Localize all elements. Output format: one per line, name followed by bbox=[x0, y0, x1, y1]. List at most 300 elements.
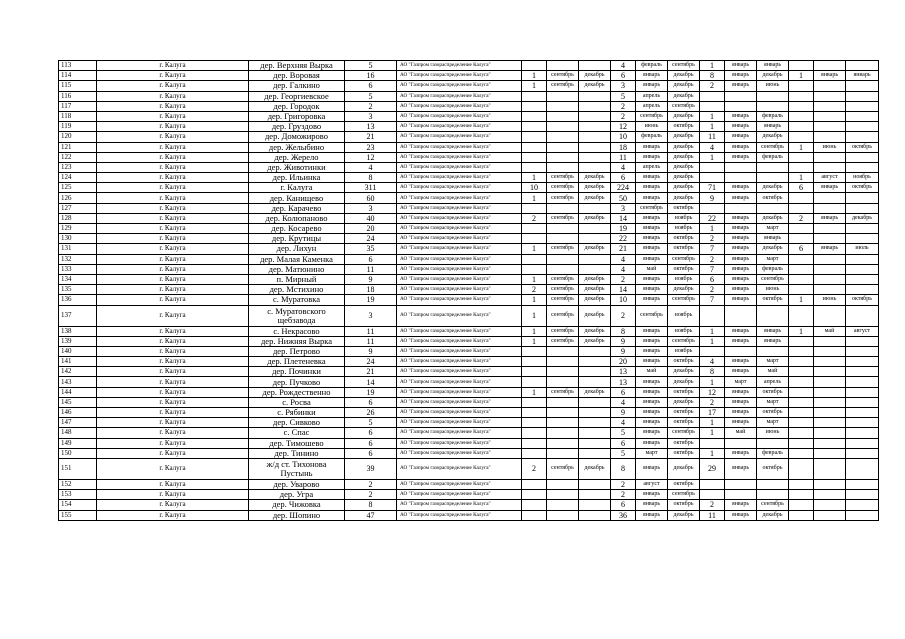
organization-cell: АО "Газпром газораспределение Калуга" bbox=[397, 234, 522, 244]
group2-end-month-cell: сентябрь bbox=[668, 61, 700, 71]
row-number-cell: 141 bbox=[59, 357, 97, 367]
organization-cell: АО "Газпром газораспределение Калуга" bbox=[397, 387, 522, 397]
row-number-cell: 143 bbox=[59, 377, 97, 387]
table-row bbox=[59, 132, 879, 142]
organization-cell: АО "Газпром газораспределение Калуга" bbox=[397, 111, 522, 121]
settlement-cell: дер. Григоровка bbox=[249, 111, 345, 121]
total-count-cell: 9 bbox=[345, 346, 397, 356]
table-body bbox=[59, 61, 879, 521]
group4-start-month-cell bbox=[814, 224, 846, 234]
group3-end-month-cell: октябрь bbox=[757, 193, 789, 203]
group3-end-month-cell: февраль bbox=[757, 111, 789, 121]
group2-start-month-cell: январь bbox=[636, 285, 668, 295]
group4-end-month-cell: июль bbox=[846, 244, 879, 254]
group4-start-month-cell bbox=[814, 305, 846, 326]
group4-qty-cell bbox=[789, 132, 814, 142]
group4-qty-cell bbox=[789, 254, 814, 264]
group3-qty-cell: 1 bbox=[700, 122, 725, 132]
group3-start-month-cell bbox=[725, 173, 757, 183]
group3-start-month-cell: январь bbox=[725, 264, 757, 274]
organization-cell: АО "Газпром газораспределение Калуга" bbox=[397, 428, 522, 438]
group2-end-month-cell: октябрь bbox=[668, 387, 700, 397]
group1-end-month-cell: декабрь bbox=[579, 336, 611, 346]
group4-end-month-cell bbox=[846, 490, 879, 500]
group1-qty-cell: 1 bbox=[522, 387, 547, 397]
group2-qty-cell: 13 bbox=[611, 377, 636, 387]
group4-start-month-cell: август bbox=[814, 173, 846, 183]
group3-qty-cell: 1 bbox=[700, 336, 725, 346]
table-row bbox=[59, 367, 879, 377]
city-cell: г. Калуга bbox=[97, 397, 249, 407]
city-cell: г. Калуга bbox=[97, 111, 249, 121]
organization-cell: АО "Газпром газораспределение Калуга" bbox=[397, 101, 522, 111]
group1-end-month-cell bbox=[579, 397, 611, 407]
group4-qty-cell bbox=[789, 479, 814, 489]
group2-qty-cell: 50 bbox=[611, 193, 636, 203]
group4-qty-cell bbox=[789, 336, 814, 346]
group3-end-month-cell bbox=[757, 490, 789, 500]
table-row bbox=[59, 101, 879, 111]
group2-start-month-cell: январь bbox=[636, 397, 668, 407]
group3-end-month-cell: март bbox=[757, 397, 789, 407]
group4-start-month-cell bbox=[814, 152, 846, 162]
row-number-cell: 114 bbox=[59, 71, 97, 81]
group1-start-month-cell bbox=[547, 428, 579, 438]
group1-start-month-cell: сентябрь bbox=[547, 274, 579, 284]
group4-start-month-cell bbox=[814, 254, 846, 264]
organization-cell: АО "Газпром газораспределение Калуга" bbox=[397, 152, 522, 162]
group4-qty-cell: 1 bbox=[789, 173, 814, 183]
group4-start-month-cell: май bbox=[814, 326, 846, 336]
city-cell: г. Калуга bbox=[97, 183, 249, 193]
total-count-cell: 39 bbox=[345, 458, 397, 479]
row-number-cell: 144 bbox=[59, 387, 97, 397]
group3-end-month-cell: декабрь bbox=[757, 71, 789, 81]
settlement-cell: дер. Шопино bbox=[249, 510, 345, 520]
group4-start-month-cell bbox=[814, 438, 846, 448]
group1-qty-cell bbox=[522, 438, 547, 448]
group4-end-month-cell bbox=[846, 285, 879, 295]
city-cell: г. Калуга bbox=[97, 173, 249, 183]
group3-qty-cell: 2 bbox=[700, 500, 725, 510]
row-number-cell: 125 bbox=[59, 183, 97, 193]
group1-end-month-cell bbox=[579, 91, 611, 101]
group3-start-month-cell bbox=[725, 305, 757, 326]
row-number-cell: 130 bbox=[59, 234, 97, 244]
table-row bbox=[59, 305, 879, 326]
group1-qty-cell bbox=[522, 479, 547, 489]
group4-qty-cell bbox=[789, 428, 814, 438]
total-count-cell: 2 bbox=[345, 490, 397, 500]
table-row bbox=[59, 162, 879, 172]
settlement-cell: дер. Плетеневка bbox=[249, 357, 345, 367]
group2-start-month-cell: январь bbox=[636, 213, 668, 223]
total-count-cell: 47 bbox=[345, 510, 397, 520]
group3-qty-cell: 2 bbox=[700, 254, 725, 264]
group1-qty-cell bbox=[522, 152, 547, 162]
group1-end-month-cell bbox=[579, 224, 611, 234]
group4-qty-cell bbox=[789, 61, 814, 71]
group4-qty-cell: 2 bbox=[789, 213, 814, 223]
group4-end-month-cell bbox=[846, 336, 879, 346]
total-count-cell: 2 bbox=[345, 479, 397, 489]
group1-end-month-cell bbox=[579, 142, 611, 152]
group1-end-month-cell: декабрь bbox=[579, 274, 611, 284]
group3-start-month-cell: январь bbox=[725, 408, 757, 418]
group4-qty-cell bbox=[789, 91, 814, 101]
group2-qty-cell: 6 bbox=[611, 71, 636, 81]
group1-end-month-cell bbox=[579, 479, 611, 489]
group1-qty-cell bbox=[522, 408, 547, 418]
group1-qty-cell bbox=[522, 122, 547, 132]
group4-qty-cell bbox=[789, 346, 814, 356]
group4-end-month-cell bbox=[846, 152, 879, 162]
group1-qty-cell: 1 bbox=[522, 305, 547, 326]
group4-end-month-cell: январь bbox=[846, 71, 879, 81]
group3-qty-cell: 2 bbox=[700, 397, 725, 407]
group1-qty-cell bbox=[522, 91, 547, 101]
organization-cell: АО "Газпром газораспределение Калуга" bbox=[397, 274, 522, 284]
table-row bbox=[59, 183, 879, 193]
total-count-cell: 3 bbox=[345, 203, 397, 213]
group2-qty-cell: 8 bbox=[611, 458, 636, 479]
group2-qty-cell: 5 bbox=[611, 91, 636, 101]
group3-start-month-cell: январь bbox=[725, 336, 757, 346]
table-row bbox=[59, 387, 879, 397]
group3-start-month-cell: январь bbox=[725, 418, 757, 428]
group2-qty-cell: 10 bbox=[611, 295, 636, 305]
organization-cell: АО "Газпром газораспределение Калуга" bbox=[397, 357, 522, 367]
group1-start-month-cell: сентябрь bbox=[547, 336, 579, 346]
city-cell: г. Калуга bbox=[97, 132, 249, 142]
row-number-cell: 135 bbox=[59, 285, 97, 295]
settlement-cell: с. Рябинки bbox=[249, 408, 345, 418]
group3-start-month-cell bbox=[725, 101, 757, 111]
group1-end-month-cell bbox=[579, 152, 611, 162]
city-cell: г. Калуга bbox=[97, 377, 249, 387]
group3-start-month-cell: март bbox=[725, 377, 757, 387]
table-row bbox=[59, 111, 879, 121]
total-count-cell: 18 bbox=[345, 285, 397, 295]
row-number-cell: 137 bbox=[59, 305, 97, 326]
group3-end-month-cell bbox=[757, 203, 789, 213]
group3-end-month-cell: декабрь bbox=[757, 213, 789, 223]
group2-qty-cell: 4 bbox=[611, 254, 636, 264]
group1-start-month-cell bbox=[547, 142, 579, 152]
group4-end-month-cell: октябрь bbox=[846, 142, 879, 152]
group2-end-month-cell: декабрь bbox=[668, 183, 700, 193]
table-row bbox=[59, 81, 879, 91]
group4-qty-cell bbox=[789, 438, 814, 448]
city-cell: г. Калуга bbox=[97, 71, 249, 81]
group3-start-month-cell bbox=[725, 203, 757, 213]
group2-start-month-cell: январь bbox=[636, 234, 668, 244]
group4-qty-cell bbox=[789, 305, 814, 326]
group1-start-month-cell bbox=[547, 122, 579, 132]
group3-end-month-cell: март bbox=[757, 224, 789, 234]
row-number-cell: 150 bbox=[59, 448, 97, 458]
group2-start-month-cell: январь bbox=[636, 428, 668, 438]
group1-start-month-cell: сентябрь bbox=[547, 326, 579, 336]
city-cell: г. Калуга bbox=[97, 418, 249, 428]
group2-end-month-cell: сентябрь bbox=[668, 254, 700, 264]
group1-end-month-cell bbox=[579, 357, 611, 367]
group1-end-month-cell: декабрь bbox=[579, 285, 611, 295]
group4-start-month-cell bbox=[814, 357, 846, 367]
settlement-cell: ж/д ст. Тихонова Пустынь bbox=[249, 458, 345, 479]
row-number-cell: 155 bbox=[59, 510, 97, 520]
group2-qty-cell: 36 bbox=[611, 510, 636, 520]
group4-start-month-cell: январь bbox=[814, 71, 846, 81]
total-count-cell: 13 bbox=[345, 122, 397, 132]
group3-start-month-cell: январь bbox=[725, 285, 757, 295]
group1-start-month-cell: сентябрь bbox=[547, 285, 579, 295]
settlement-cell: дер. Тимошево bbox=[249, 438, 345, 448]
group1-end-month-cell bbox=[579, 203, 611, 213]
group2-end-month-cell: октябрь bbox=[668, 122, 700, 132]
group2-qty-cell: 2 bbox=[611, 479, 636, 489]
city-cell: г. Калуга bbox=[97, 285, 249, 295]
group3-end-month-cell: апрель bbox=[757, 377, 789, 387]
group2-end-month-cell: декабрь bbox=[668, 510, 700, 520]
group1-start-month-cell bbox=[547, 408, 579, 418]
row-number-cell: 134 bbox=[59, 274, 97, 284]
organization-cell: АО "Газпром газораспределение Калуга" bbox=[397, 500, 522, 510]
settlement-cell: дер. Желыбино bbox=[249, 142, 345, 152]
group3-qty-cell: 7 bbox=[700, 264, 725, 274]
group1-qty-cell: 1 bbox=[522, 295, 547, 305]
group3-start-month-cell: январь bbox=[725, 510, 757, 520]
group4-qty-cell bbox=[789, 367, 814, 377]
table-row bbox=[59, 479, 879, 489]
group4-qty-cell bbox=[789, 203, 814, 213]
table-row bbox=[59, 336, 879, 346]
group2-qty-cell: 9 bbox=[611, 336, 636, 346]
organization-cell: АО "Газпром газораспределение Калуга" bbox=[397, 213, 522, 223]
group2-start-month-cell: январь bbox=[636, 295, 668, 305]
organization-cell: АО "Газпром газораспределение Калуга" bbox=[397, 91, 522, 101]
group2-end-month-cell: сентябрь bbox=[668, 336, 700, 346]
group3-qty-cell: 11 bbox=[700, 510, 725, 520]
group4-end-month-cell: декабрь bbox=[846, 213, 879, 223]
table-row bbox=[59, 326, 879, 336]
total-count-cell: 6 bbox=[345, 428, 397, 438]
city-cell: г. Калуга bbox=[97, 357, 249, 367]
total-count-cell: 4 bbox=[345, 162, 397, 172]
group3-start-month-cell: январь bbox=[725, 183, 757, 193]
group2-end-month-cell: ноябрь bbox=[668, 305, 700, 326]
group3-start-month-cell bbox=[725, 91, 757, 101]
settlement-cell: дер. Груздово bbox=[249, 122, 345, 132]
settlement-cell: п. Мирный bbox=[249, 274, 345, 284]
group2-start-month-cell: февраль bbox=[636, 61, 668, 71]
table-row bbox=[59, 490, 879, 500]
group3-end-month-cell: январь bbox=[757, 234, 789, 244]
group4-qty-cell bbox=[789, 458, 814, 479]
table-row bbox=[59, 91, 879, 101]
city-cell: г. Калуга bbox=[97, 408, 249, 418]
total-count-cell: 8 bbox=[345, 500, 397, 510]
group2-end-month-cell: декабрь bbox=[668, 81, 700, 91]
organization-cell: АО "Газпром газораспределение Калуга" bbox=[397, 479, 522, 489]
group4-qty-cell bbox=[789, 101, 814, 111]
group1-qty-cell bbox=[522, 234, 547, 244]
group4-qty-cell: 1 bbox=[789, 142, 814, 152]
settlement-cell: с. Муратовского щебзавода bbox=[249, 305, 345, 326]
city-cell: г. Калуга bbox=[97, 387, 249, 397]
group3-end-month-cell: октябрь bbox=[757, 408, 789, 418]
group3-start-month-cell: май bbox=[725, 428, 757, 438]
group3-end-month-cell: декабрь bbox=[757, 132, 789, 142]
group4-start-month-cell bbox=[814, 490, 846, 500]
group2-qty-cell: 6 bbox=[611, 387, 636, 397]
group2-end-month-cell: декабрь bbox=[668, 367, 700, 377]
group1-start-month-cell bbox=[547, 346, 579, 356]
city-cell: г. Калуга bbox=[97, 295, 249, 305]
row-number-cell: 124 bbox=[59, 173, 97, 183]
group2-qty-cell: 4 bbox=[611, 264, 636, 274]
settlement-cell: дер. Канищево bbox=[249, 193, 345, 203]
table-row bbox=[59, 274, 879, 284]
group4-end-month-cell bbox=[846, 510, 879, 520]
group3-start-month-cell: январь bbox=[725, 244, 757, 254]
group1-qty-cell bbox=[522, 377, 547, 387]
group2-end-month-cell: сентябрь bbox=[668, 490, 700, 500]
group2-end-month-cell: октябрь bbox=[668, 203, 700, 213]
group4-end-month-cell bbox=[846, 387, 879, 397]
group1-qty-cell: 1 bbox=[522, 244, 547, 254]
group3-start-month-cell: январь bbox=[725, 71, 757, 81]
group1-start-month-cell bbox=[547, 132, 579, 142]
city-cell: г. Калуга bbox=[97, 500, 249, 510]
group2-start-month-cell: январь bbox=[636, 357, 668, 367]
group2-qty-cell: 8 bbox=[611, 326, 636, 336]
group2-start-month-cell: январь bbox=[636, 254, 668, 264]
group2-qty-cell: 22 bbox=[611, 234, 636, 244]
total-count-cell: 11 bbox=[345, 336, 397, 346]
group4-start-month-cell bbox=[814, 132, 846, 142]
group1-end-month-cell bbox=[579, 122, 611, 132]
group1-qty-cell bbox=[522, 397, 547, 407]
group2-end-month-cell: октябрь bbox=[668, 448, 700, 458]
group2-end-month-cell: ноябрь bbox=[668, 213, 700, 223]
group4-end-month-cell bbox=[846, 305, 879, 326]
group4-end-month-cell bbox=[846, 418, 879, 428]
group4-start-month-cell bbox=[814, 101, 846, 111]
table-row bbox=[59, 397, 879, 407]
group4-end-month-cell bbox=[846, 264, 879, 274]
row-number-cell: 138 bbox=[59, 326, 97, 336]
table-row bbox=[59, 510, 879, 520]
total-count-cell: 9 bbox=[345, 274, 397, 284]
group4-end-month-cell bbox=[846, 357, 879, 367]
settlement-cell: дер. Тинино bbox=[249, 448, 345, 458]
group1-start-month-cell bbox=[547, 101, 579, 111]
group2-start-month-cell: сентябрь bbox=[636, 203, 668, 213]
group3-end-month-cell bbox=[757, 162, 789, 172]
table-row bbox=[59, 122, 879, 132]
group2-start-month-cell: январь bbox=[636, 244, 668, 254]
group2-start-month-cell: январь bbox=[636, 173, 668, 183]
group1-qty-cell: 1 bbox=[522, 326, 547, 336]
row-number-cell: 129 bbox=[59, 224, 97, 234]
group3-end-month-cell bbox=[757, 101, 789, 111]
organization-cell: АО "Газпром газораспределение Калуга" bbox=[397, 305, 522, 326]
row-number-cell: 127 bbox=[59, 203, 97, 213]
group2-end-month-cell: декабрь bbox=[668, 111, 700, 121]
group2-end-month-cell: октябрь bbox=[668, 418, 700, 428]
group3-start-month-cell: январь bbox=[725, 61, 757, 71]
group3-qty-cell: 71 bbox=[700, 183, 725, 193]
group4-qty-cell bbox=[789, 111, 814, 121]
group2-end-month-cell: декабрь bbox=[668, 71, 700, 81]
group3-start-month-cell: январь bbox=[725, 397, 757, 407]
group3-qty-cell: 1 bbox=[700, 224, 725, 234]
table-row bbox=[59, 203, 879, 213]
group3-start-month-cell: январь bbox=[725, 458, 757, 479]
organization-cell: АО "Газпром газораспределение Калуга" bbox=[397, 295, 522, 305]
total-count-cell: 12 bbox=[345, 152, 397, 162]
row-number-cell: 119 bbox=[59, 122, 97, 132]
group1-qty-cell bbox=[522, 428, 547, 438]
group3-qty-cell: 1 bbox=[700, 152, 725, 162]
group1-start-month-cell bbox=[547, 397, 579, 407]
group4-qty-cell bbox=[789, 408, 814, 418]
group2-start-month-cell: январь bbox=[636, 438, 668, 448]
group1-start-month-cell bbox=[547, 224, 579, 234]
group1-qty-cell bbox=[522, 357, 547, 367]
group4-start-month-cell bbox=[814, 510, 846, 520]
city-cell: г. Калуга bbox=[97, 326, 249, 336]
group4-start-month-cell: январь bbox=[814, 183, 846, 193]
row-number-cell: 120 bbox=[59, 132, 97, 142]
group1-start-month-cell bbox=[547, 91, 579, 101]
group4-end-month-cell bbox=[846, 438, 879, 448]
group1-start-month-cell bbox=[547, 254, 579, 264]
group3-qty-cell bbox=[700, 91, 725, 101]
group1-start-month-cell bbox=[547, 479, 579, 489]
group3-qty-cell: 1 bbox=[700, 326, 725, 336]
group3-qty-cell: 29 bbox=[700, 458, 725, 479]
group4-start-month-cell bbox=[814, 264, 846, 274]
city-cell: г. Калуга bbox=[97, 510, 249, 520]
group3-end-month-cell: январь bbox=[757, 61, 789, 71]
group1-qty-cell: 10 bbox=[522, 183, 547, 193]
group4-start-month-cell: июнь bbox=[814, 295, 846, 305]
row-number-cell: 133 bbox=[59, 264, 97, 274]
group4-qty-cell bbox=[789, 377, 814, 387]
group4-qty-cell: 1 bbox=[789, 71, 814, 81]
group2-end-month-cell: ноябрь bbox=[668, 326, 700, 336]
organization-cell: АО "Газпром газораспределение Калуга" bbox=[397, 336, 522, 346]
group2-end-month-cell: октябрь bbox=[668, 438, 700, 448]
group1-qty-cell bbox=[522, 142, 547, 152]
group1-start-month-cell bbox=[547, 418, 579, 428]
table-row bbox=[59, 295, 879, 305]
group1-end-month-cell bbox=[579, 428, 611, 438]
group4-start-month-cell bbox=[814, 81, 846, 91]
table-row bbox=[59, 213, 879, 223]
settlement-cell: дер. Пучково bbox=[249, 377, 345, 387]
organization-cell: АО "Газпром газораспределение Калуга" bbox=[397, 142, 522, 152]
group2-qty-cell: 13 bbox=[611, 367, 636, 377]
table-row bbox=[59, 357, 879, 367]
group2-qty-cell: 4 bbox=[611, 61, 636, 71]
settlement-cell: дер. Воровая bbox=[249, 71, 345, 81]
group1-end-month-cell bbox=[579, 367, 611, 377]
group3-end-month-cell: декабрь bbox=[757, 244, 789, 254]
group3-start-month-cell: январь bbox=[725, 111, 757, 121]
